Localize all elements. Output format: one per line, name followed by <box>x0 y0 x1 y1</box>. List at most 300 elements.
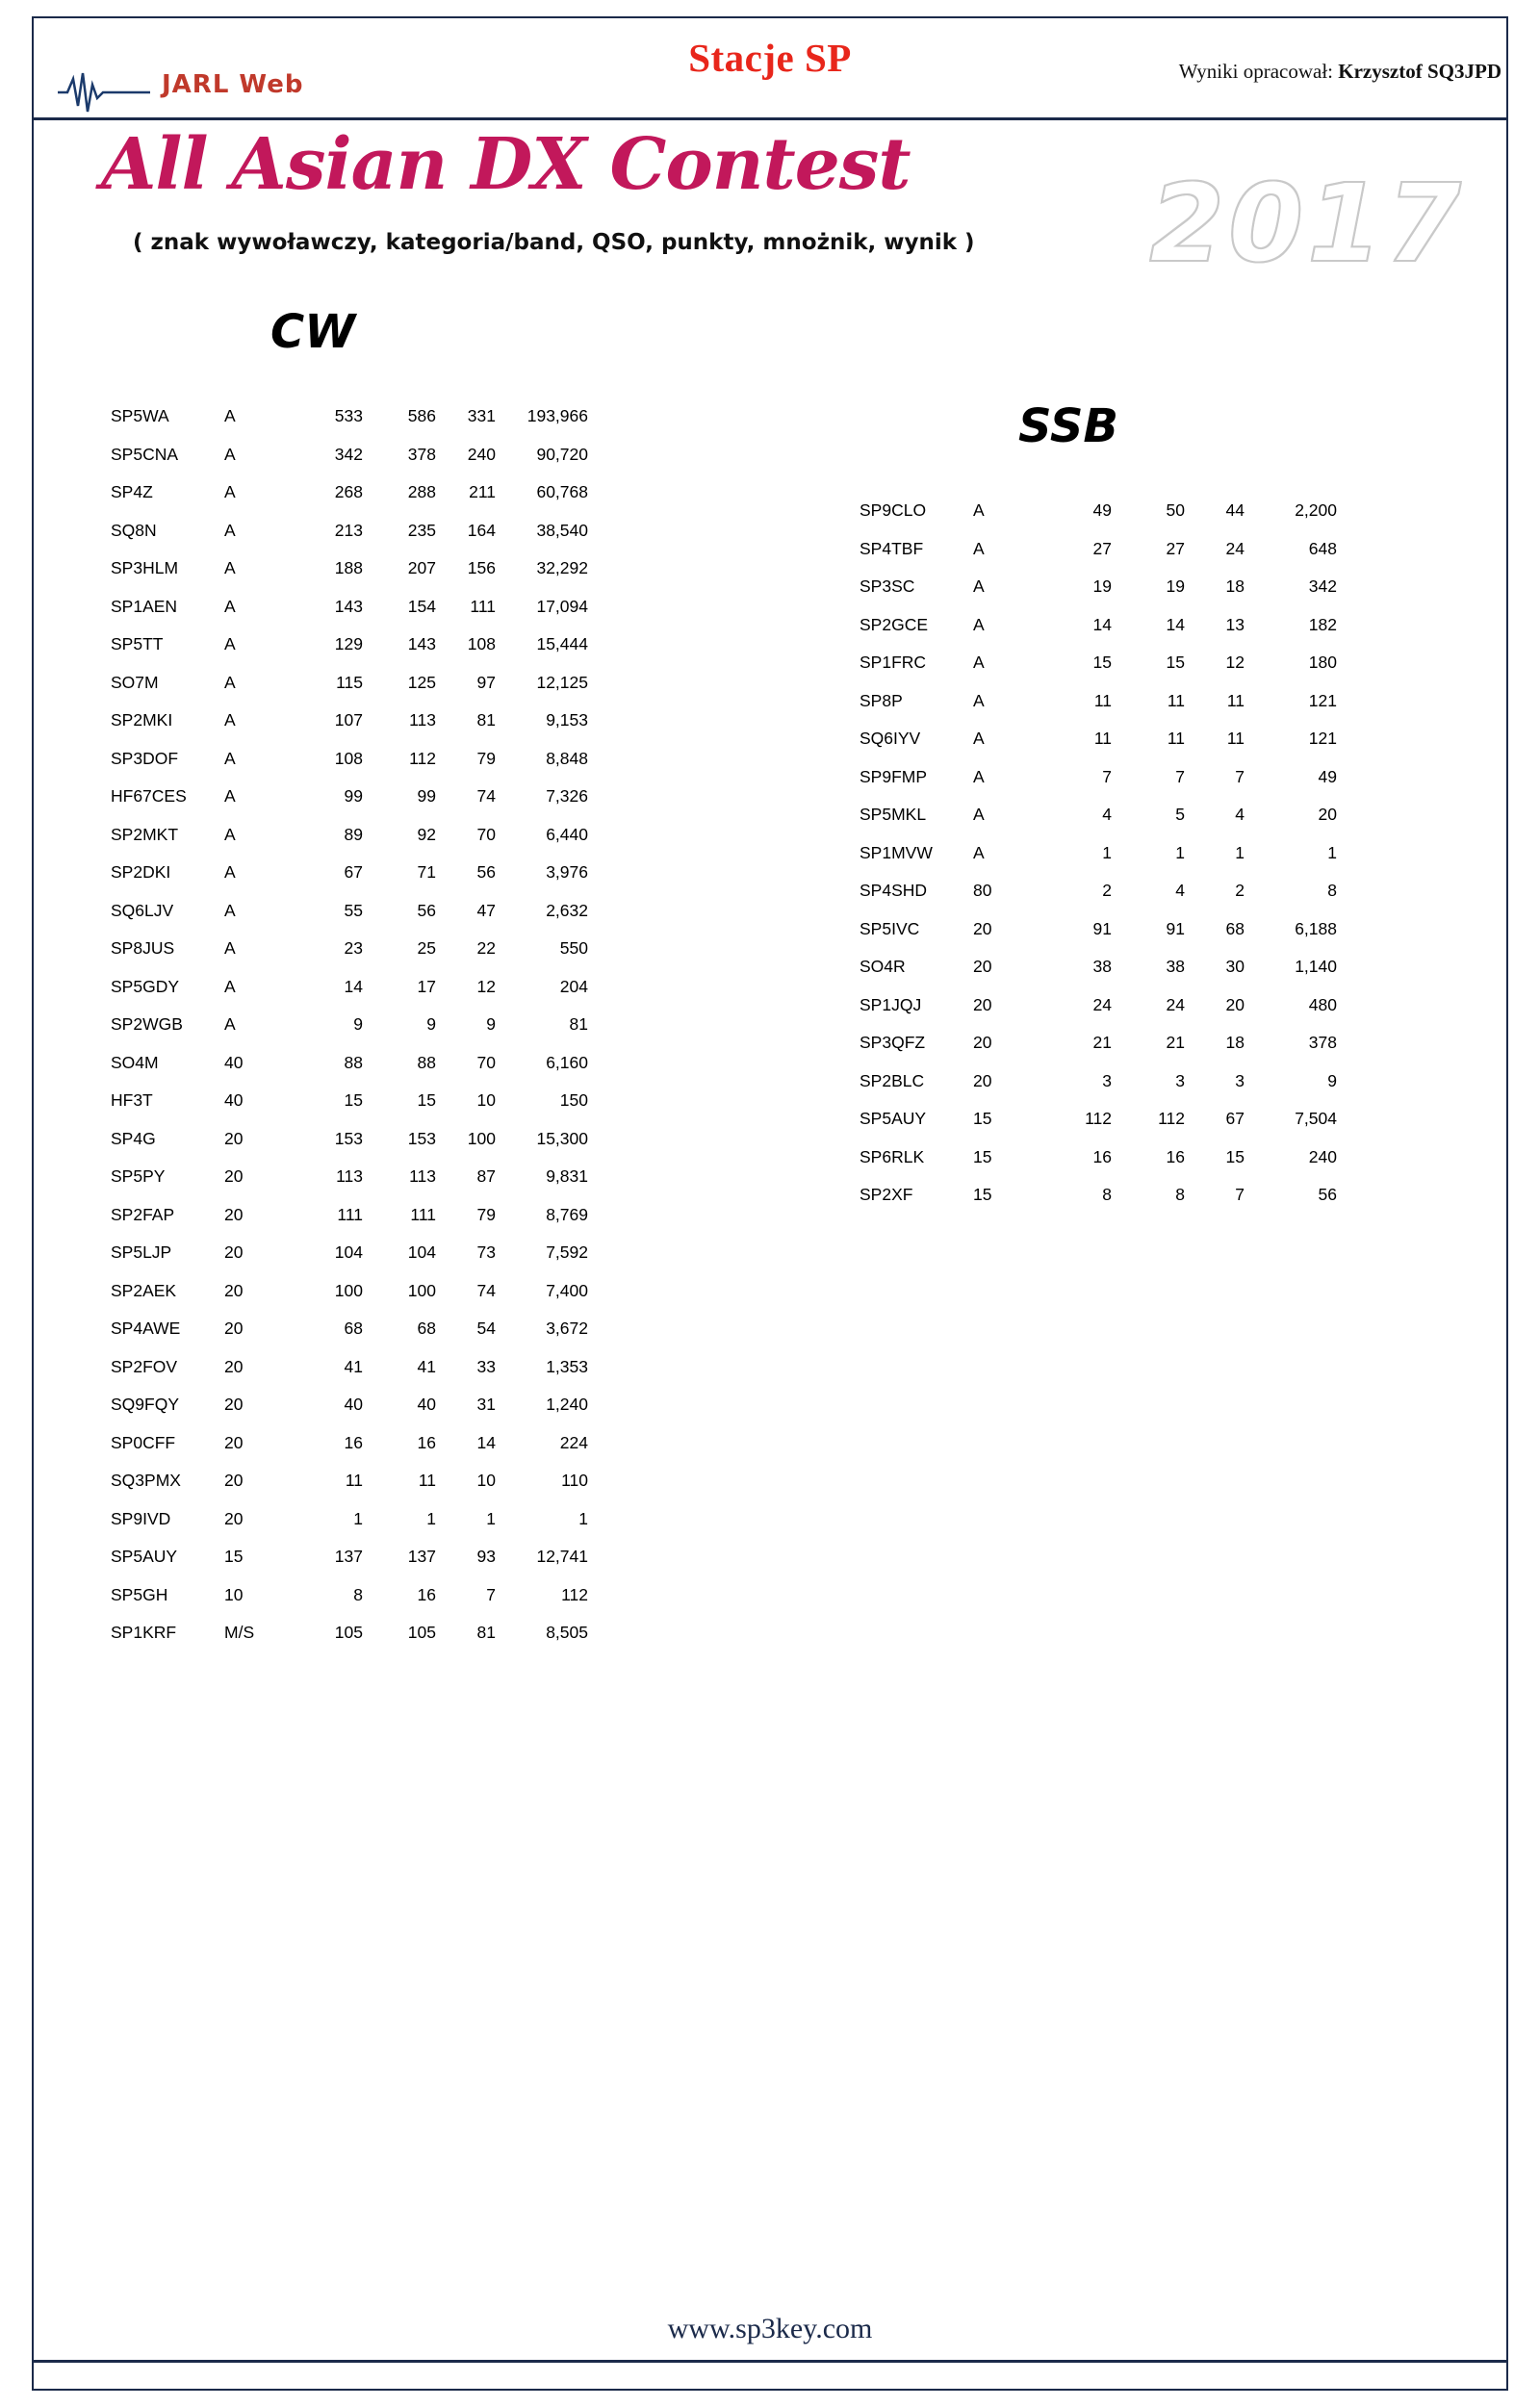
cell-callsign: SP2BLC <box>860 1070 925 1090</box>
cell-points: 125 <box>407 672 436 692</box>
cell-points: 15 <box>1166 653 1185 673</box>
cell-qso: 104 <box>334 1242 363 1263</box>
cell-qso: 89 <box>344 824 363 844</box>
cell-points: 99 <box>417 786 436 807</box>
cell-qso: 213 <box>334 520 363 540</box>
cell-qso: 40 <box>344 1395 363 1415</box>
table-row <box>860 834 1337 873</box>
cell-points: 19 <box>1166 576 1185 597</box>
cell-points: 153 <box>407 1128 436 1148</box>
cell-multiplier: 87 <box>476 1166 496 1187</box>
cell-qso: 113 <box>336 1166 363 1187</box>
page-border-bottom <box>32 2389 1508 2391</box>
cell-callsign: SP2DKI <box>111 862 171 883</box>
cell-category: A <box>973 805 985 825</box>
table-row <box>111 1272 588 1311</box>
cell-score: 38,540 <box>536 520 588 540</box>
cell-category: A <box>973 729 985 749</box>
cell-callsign: SP8P <box>860 690 903 710</box>
cell-qso: 342 <box>334 444 363 464</box>
cell-score: 121 <box>1308 729 1337 749</box>
cell-callsign: SP1FRC <box>860 653 927 673</box>
cell-callsign: SP2FAP <box>111 1204 175 1224</box>
cell-category: A <box>973 842 985 862</box>
cell-points: 15 <box>417 1090 436 1111</box>
cell-qso: 11 <box>1093 729 1112 749</box>
cell-qso: 268 <box>334 482 363 502</box>
cell-callsign: SP3SC <box>860 576 915 597</box>
table-row <box>860 568 1337 606</box>
cell-score: 1,240 <box>546 1395 588 1415</box>
cell-score: 3,672 <box>546 1319 588 1339</box>
cell-qso: 55 <box>344 900 363 920</box>
cell-qso: 129 <box>334 634 363 654</box>
cell-category: A <box>224 1014 236 1035</box>
cell-score: 7,400 <box>546 1280 588 1300</box>
table-row <box>111 702 588 740</box>
cell-callsign: SP9IVD <box>111 1508 171 1528</box>
cell-qso: 3 <box>1102 1070 1112 1090</box>
cell-qso: 105 <box>334 1623 363 1643</box>
cell-qso: 100 <box>334 1280 363 1300</box>
table-row <box>111 1348 588 1387</box>
cw-results-body <box>111 397 588 1652</box>
table-row <box>111 550 588 588</box>
cell-callsign: SP0CFF <box>111 1432 176 1452</box>
cell-points: 11 <box>418 1471 436 1491</box>
cell-callsign: SP2AEK <box>111 1280 177 1300</box>
cell-score: 6,160 <box>546 1052 588 1072</box>
table-row <box>111 397 588 436</box>
cell-points: 137 <box>407 1547 436 1567</box>
cell-points: 71 <box>417 862 436 883</box>
cell-score: 240 <box>1308 1146 1337 1166</box>
cell-score: 12,125 <box>536 672 588 692</box>
cell-points: 16 <box>417 1432 436 1452</box>
table-row <box>111 1120 588 1159</box>
table-row <box>860 492 1337 530</box>
cell-qso: 14 <box>1092 614 1112 634</box>
cell-qso: 143 <box>334 596 363 616</box>
cell-score: 204 <box>559 976 588 996</box>
cell-points: 91 <box>1166 918 1185 938</box>
cell-score: 8 <box>1327 881 1337 901</box>
table-row <box>860 986 1337 1025</box>
cell-category: 40 <box>224 1090 244 1111</box>
cell-score: 378 <box>1308 1033 1337 1053</box>
cell-multiplier: 30 <box>1225 957 1245 977</box>
cell-score: 112 <box>561 1584 588 1604</box>
cell-callsign: SQ6IYV <box>860 729 921 749</box>
cell-qso: 533 <box>334 406 363 426</box>
cell-multiplier: 10 <box>476 1090 496 1111</box>
table-row <box>111 1310 588 1348</box>
cell-qso: 111 <box>337 1204 363 1224</box>
ssb-results-body <box>860 492 1337 1215</box>
cell-qso: 21 <box>1092 1033 1112 1053</box>
cell-callsign: SO7M <box>111 672 159 692</box>
cell-multiplier: 164 <box>467 520 496 540</box>
table-row <box>860 758 1337 797</box>
table-row <box>111 512 588 551</box>
cell-callsign: SP9CLO <box>860 500 927 521</box>
cell-points: 4 <box>1175 881 1185 901</box>
table-row <box>111 1424 588 1463</box>
cell-score: 480 <box>1308 994 1337 1014</box>
cell-qso: 9 <box>353 1014 363 1035</box>
cell-multiplier: 331 <box>467 406 496 426</box>
cell-score: 2,632 <box>546 900 588 920</box>
cell-multiplier: 111 <box>470 596 496 616</box>
cell-qso: 188 <box>334 558 363 578</box>
table-row <box>111 740 588 779</box>
cell-multiplier: 74 <box>476 1280 496 1300</box>
table-row <box>111 892 588 931</box>
cell-category: A <box>224 786 236 807</box>
cell-points: 112 <box>409 748 436 768</box>
cell-points: 17 <box>417 976 436 996</box>
cell-score: 15,444 <box>536 634 588 654</box>
cell-multiplier: 240 <box>467 444 496 464</box>
cell-callsign: SP5LJP <box>111 1242 172 1263</box>
cell-score: 1 <box>578 1508 588 1528</box>
cell-category: 20 <box>224 1204 244 1224</box>
cell-points: 8 <box>1175 1185 1185 1205</box>
cell-multiplier: 2 <box>1235 881 1245 901</box>
cell-callsign: SQ8N <box>111 520 157 540</box>
credits-line <box>1179 60 1502 84</box>
table-row <box>111 1158 588 1196</box>
cell-callsign: SP1KRF <box>111 1623 177 1643</box>
cell-points: 38 <box>1166 957 1185 977</box>
cell-qso: 88 <box>344 1052 363 1072</box>
cell-score: 56 <box>1318 1185 1337 1205</box>
cell-multiplier: 22 <box>476 938 496 959</box>
cell-category: 20 <box>973 1070 992 1090</box>
cell-category: 20 <box>973 994 992 1014</box>
cell-callsign: SP3DOF <box>111 748 179 768</box>
cell-qso: 4 <box>1102 805 1112 825</box>
cell-multiplier: 18 <box>1225 576 1245 597</box>
cw-results-table <box>111 397 588 1652</box>
table-row <box>111 1500 588 1539</box>
cell-multiplier: 156 <box>467 558 496 578</box>
table-row <box>111 664 588 703</box>
cell-points: 143 <box>407 634 436 654</box>
cell-multiplier: 18 <box>1225 1033 1245 1053</box>
cell-points: 104 <box>407 1242 436 1263</box>
cell-score: 224 <box>559 1432 588 1452</box>
cell-score: 49 <box>1318 766 1337 786</box>
table-row <box>111 854 588 892</box>
cell-score: 32,292 <box>536 558 588 578</box>
cell-callsign: SP1MVW <box>860 842 933 862</box>
cell-category: 10 <box>224 1584 244 1604</box>
cell-multiplier: 93 <box>476 1547 496 1567</box>
table-row <box>860 1100 1337 1139</box>
cell-score: 7,592 <box>546 1242 588 1263</box>
page-border-right <box>1506 16 1508 2391</box>
cell-points: 25 <box>417 938 436 959</box>
cell-callsign: SQ9FQY <box>111 1395 179 1415</box>
cell-qso: 8 <box>1102 1185 1112 1205</box>
cell-category: 20 <box>224 1471 244 1491</box>
cell-category: A <box>224 862 236 883</box>
credits-prefix: Wyniki opracował: <box>1178 60 1334 83</box>
cell-category: A <box>224 824 236 844</box>
column-legend: ( znak wywoławczy, kategoria/band, QSO, punkty, mnożnik, wynik ) <box>133 230 975 255</box>
cell-score: 90,720 <box>536 444 588 464</box>
section-heading-cw: CW <box>270 305 356 359</box>
table-row <box>860 796 1337 834</box>
cell-points: 3 <box>1175 1070 1185 1090</box>
cell-points: 100 <box>407 1280 436 1300</box>
cell-multiplier: 11 <box>1226 729 1245 749</box>
cell-qso: 11 <box>1093 690 1112 710</box>
cell-points: 111 <box>410 1204 436 1224</box>
cell-category: A <box>224 900 236 920</box>
cell-callsign: SP5WA <box>111 406 169 426</box>
cell-qso: 1 <box>353 1508 363 1528</box>
cell-multiplier: 31 <box>476 1395 496 1415</box>
cell-points: 50 <box>1166 500 1185 521</box>
cell-multiplier: 79 <box>476 748 496 768</box>
cell-category: M/S <box>224 1623 255 1643</box>
contest-title: All Asian DX Contest <box>101 123 911 206</box>
cell-qso: 27 <box>1092 538 1112 558</box>
cell-category: A <box>224 558 236 578</box>
cell-multiplier: 70 <box>476 824 496 844</box>
table-row <box>860 606 1337 645</box>
cell-callsign: SP4G <box>111 1128 156 1148</box>
cell-points: 9 <box>426 1014 436 1035</box>
cell-callsign: SP3HLM <box>111 558 179 578</box>
cell-multiplier: 33 <box>476 1356 496 1376</box>
cell-multiplier: 10 <box>476 1471 496 1491</box>
cell-qso: 19 <box>1092 576 1112 597</box>
page-title: Stacje SP <box>688 36 852 80</box>
cell-category: A <box>224 672 236 692</box>
cell-category: A <box>973 538 985 558</box>
cell-category: A <box>973 653 985 673</box>
cell-callsign: SP4AWE <box>111 1319 181 1339</box>
credits-author: Krzysztof SQ3JPD <box>1338 60 1502 83</box>
cell-category: A <box>973 690 985 710</box>
cell-score: 12,741 <box>536 1547 588 1567</box>
cell-category: A <box>973 576 985 597</box>
cell-multiplier: 79 <box>476 1204 496 1224</box>
cell-callsign: SP2XF <box>860 1185 913 1205</box>
table-row <box>111 1196 588 1235</box>
cell-category: 15 <box>973 1185 992 1205</box>
cell-points: 16 <box>1166 1146 1185 1166</box>
cell-qso: 41 <box>344 1356 363 1376</box>
cell-multiplier: 1 <box>1235 842 1245 862</box>
footer-divider <box>32 2360 1508 2363</box>
cell-score: 1 <box>1327 842 1337 862</box>
cell-points: 11 <box>1167 729 1185 749</box>
cell-score: 6,188 <box>1295 918 1337 938</box>
cell-qso: 108 <box>334 748 363 768</box>
cell-points: 16 <box>417 1584 436 1604</box>
cell-category: 20 <box>224 1242 244 1263</box>
cell-callsign: SO4R <box>860 957 906 977</box>
cell-category: 20 <box>973 918 992 938</box>
cell-score: 20 <box>1318 805 1337 825</box>
cell-category: 20 <box>224 1508 244 1528</box>
cell-category: A <box>224 596 236 616</box>
cell-multiplier: 3 <box>1235 1070 1245 1090</box>
cell-callsign: SP4TBF <box>860 538 924 558</box>
cell-category: A <box>224 634 236 654</box>
cell-multiplier: 12 <box>476 976 496 996</box>
table-row <box>860 530 1337 569</box>
cell-points: 113 <box>409 1166 436 1187</box>
cell-score: 1,353 <box>546 1356 588 1376</box>
table-row <box>860 872 1337 910</box>
cell-multiplier: 54 <box>476 1319 496 1339</box>
cell-callsign: SP2WGB <box>111 1014 183 1035</box>
cell-category: A <box>224 938 236 959</box>
cell-score: 7,504 <box>1295 1109 1337 1129</box>
cell-multiplier: 211 <box>469 482 496 502</box>
cell-score: 2,200 <box>1295 500 1337 521</box>
cell-score: 17,094 <box>536 596 588 616</box>
cell-multiplier: 108 <box>467 634 496 654</box>
cell-qso: 11 <box>345 1471 363 1491</box>
cell-qso: 15 <box>1092 653 1112 673</box>
cell-qso: 14 <box>344 976 363 996</box>
cell-callsign: SQ6LJV <box>111 900 174 920</box>
cell-multiplier: 1 <box>486 1508 496 1528</box>
cell-multiplier: 100 <box>467 1128 496 1148</box>
cell-qso: 23 <box>344 938 363 959</box>
table-row <box>111 1044 588 1083</box>
cell-category: A <box>224 520 236 540</box>
cell-qso: 7 <box>1102 766 1112 786</box>
cell-score: 81 <box>569 1014 588 1035</box>
cell-category: 15 <box>973 1146 992 1166</box>
cell-points: 5 <box>1175 805 1185 825</box>
cell-callsign: SP3QFZ <box>860 1033 926 1053</box>
cell-multiplier: 7 <box>1235 766 1245 786</box>
cell-category: 80 <box>973 881 992 901</box>
cell-callsign: SP5TT <box>111 634 164 654</box>
cell-score: 9,831 <box>546 1166 588 1187</box>
cell-multiplier: 74 <box>476 786 496 807</box>
cell-score: 8,505 <box>546 1623 588 1643</box>
cell-category: A <box>224 406 236 426</box>
cell-callsign: SP5CNA <box>111 444 179 464</box>
table-row <box>111 1462 588 1500</box>
table-row <box>111 1234 588 1272</box>
page-border-top <box>32 16 1508 18</box>
cell-multiplier: 20 <box>1225 994 1245 1014</box>
cell-points: 21 <box>1166 1033 1185 1053</box>
cell-qso: 15 <box>344 1090 363 1111</box>
cell-points: 92 <box>417 824 436 844</box>
cell-multiplier: 15 <box>1225 1146 1245 1166</box>
cell-qso: 99 <box>344 786 363 807</box>
cell-callsign: HF67CES <box>111 786 187 807</box>
cell-category: A <box>224 748 236 768</box>
table-row <box>111 1538 588 1576</box>
cell-multiplier: 47 <box>476 900 496 920</box>
cell-callsign: SP5IVC <box>860 918 920 938</box>
table-row <box>111 816 588 855</box>
cell-points: 11 <box>1167 690 1185 710</box>
cell-callsign: SP2FOV <box>111 1356 178 1376</box>
cell-callsign: SQ3PMX <box>111 1471 181 1491</box>
cell-score: 9 <box>1327 1070 1337 1090</box>
cell-multiplier: 73 <box>476 1242 496 1263</box>
page-border-left <box>32 16 34 2391</box>
cell-callsign: SP5PY <box>111 1166 166 1187</box>
cell-qso: 115 <box>336 672 363 692</box>
cell-category: 20 <box>224 1395 244 1415</box>
cell-qso: 153 <box>334 1128 363 1148</box>
cell-multiplier: 14 <box>476 1432 496 1452</box>
cell-multiplier: 68 <box>1225 918 1245 938</box>
table-row <box>860 682 1337 721</box>
year-watermark: 2017 <box>1149 162 1465 287</box>
cell-score: 3,976 <box>546 862 588 883</box>
cell-multiplier: 12 <box>1225 653 1245 673</box>
cell-callsign: HF3T <box>111 1090 153 1111</box>
cell-multiplier: 70 <box>476 1052 496 1072</box>
cell-multiplier: 11 <box>1226 690 1245 710</box>
table-row <box>111 474 588 512</box>
cell-score: 150 <box>559 1090 588 1111</box>
cell-callsign: SP2GCE <box>860 614 928 634</box>
cell-callsign: SP5GDY <box>111 976 179 996</box>
cell-score: 180 <box>1308 653 1337 673</box>
table-row <box>860 1176 1337 1215</box>
cell-score: 110 <box>561 1471 588 1491</box>
table-row <box>860 1024 1337 1063</box>
jarl-web-logo: JARL Web <box>162 70 304 99</box>
table-row <box>111 1082 588 1120</box>
cell-points: 41 <box>417 1356 436 1376</box>
cell-category: A <box>224 976 236 996</box>
header-divider <box>32 117 1508 120</box>
cell-category: 15 <box>973 1109 992 1129</box>
cell-qso: 49 <box>1092 500 1112 521</box>
cell-category: 20 <box>224 1432 244 1452</box>
table-row <box>111 1386 588 1424</box>
cell-score: 9,153 <box>546 710 588 730</box>
cell-category: A <box>224 710 236 730</box>
cell-callsign: SP6RLK <box>860 1146 925 1166</box>
table-row <box>860 720 1337 758</box>
cell-qso: 91 <box>1092 918 1112 938</box>
cell-qso: 8 <box>353 1584 363 1604</box>
cell-category: 20 <box>973 1033 992 1053</box>
section-heading-ssb: SSB <box>1018 399 1119 453</box>
cell-points: 14 <box>1166 614 1185 634</box>
cell-category: 20 <box>224 1356 244 1376</box>
cell-multiplier: 13 <box>1225 614 1245 634</box>
cell-score: 1,140 <box>1295 957 1337 977</box>
cell-score: 193,966 <box>526 406 588 426</box>
cell-points: 378 <box>407 444 436 464</box>
cell-qso: 67 <box>344 862 363 883</box>
cell-points: 68 <box>417 1319 436 1339</box>
cell-points: 112 <box>1158 1109 1185 1129</box>
footer-url[interactable]: www.sp3key.com <box>667 2313 873 2344</box>
cell-category: A <box>973 614 985 634</box>
cell-multiplier: 7 <box>486 1584 496 1604</box>
